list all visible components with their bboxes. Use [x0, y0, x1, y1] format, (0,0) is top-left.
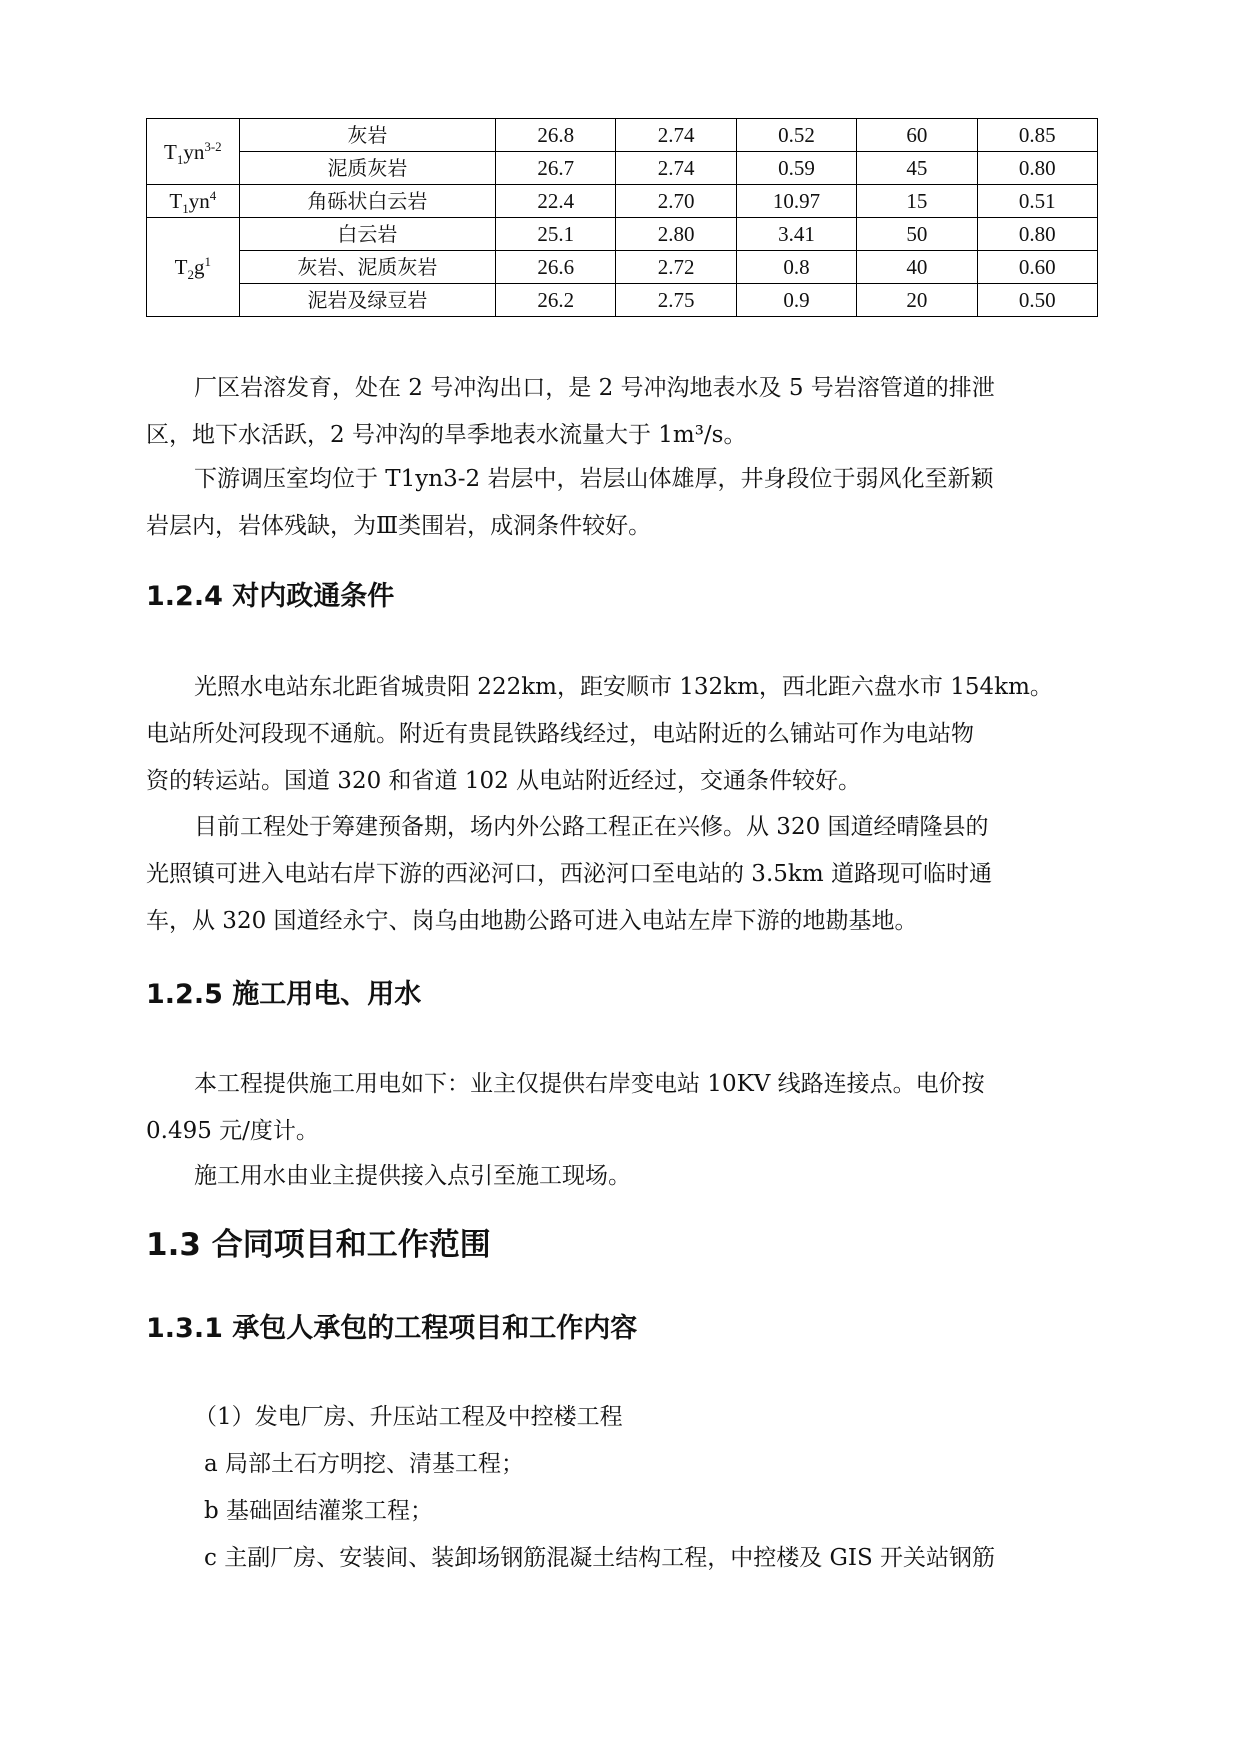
table-row — [147, 119, 1098, 152]
road-paragraph — [146, 804, 1111, 945]
table-cell: 3.41 — [736, 218, 856, 251]
table-cell: 0.85 — [977, 119, 1097, 152]
table-cell: 0.50 — [977, 284, 1097, 317]
stratum-code-cell: $T_2g^1$ — [147, 218, 240, 317]
location-paragraph — [146, 664, 1111, 805]
paragraph-line: 施工用水由业主提供接入点引至施工现场。 — [194, 1163, 631, 1189]
table-cell: 15 — [857, 185, 977, 218]
paragraph-line: 目前工程处于筹建预备期，场内外公路工程正在兴修。从 320 国道经晴隆县的 — [194, 814, 989, 840]
paragraph-line: 电站所处河段现不通航。附近有贵昆铁路线经过，电站附近的么铺站可作为电站物 — [146, 721, 974, 747]
list-item: c 主副厂房、安装间、装卸场钢筋混凝土结构工程，中控楼及 GIS 开关站钢筋 — [204, 1545, 996, 1571]
table-cell: 26.8 — [496, 119, 616, 152]
table-cell: 0.8 — [736, 251, 856, 284]
paragraph-line: 车，从 320 国道经永宁、岗乌由地勘公路可进入电站左岸下游的地勘基地。 — [146, 908, 918, 934]
water-paragraph — [146, 1153, 1111, 1200]
table-row — [147, 251, 1098, 284]
section-heading-1-3-1: 1.3.1 承包人承包的工程项目和工作内容 — [146, 1313, 638, 1344]
table-row — [147, 218, 1098, 251]
paragraph-line: 厂区岩溶发育，处在 2 号冲沟出口，是 2 号冲沟地表水及 5 号岩溶管道的排泄 — [194, 375, 995, 401]
paragraph-line: 本工程提供施工用电如下：业主仅提供右岸变电站 10KV 线路连接点。电价按 — [194, 1071, 985, 1097]
rock-name-cell: 泥质灰岩 — [239, 152, 495, 185]
list-item: a 局部土石方明挖、清基工程； — [204, 1451, 525, 1477]
table-cell: 22.4 — [496, 185, 616, 218]
paragraph-line: 光照镇可进入电站右岸下游的西泌河口，西泌河口至电站的 3.5km 道路现可临时通 — [146, 861, 992, 887]
table-row — [147, 185, 1098, 218]
table-cell: 26.6 — [496, 251, 616, 284]
rock-name-cell: 白云岩 — [239, 218, 495, 251]
table-cell: 2.74 — [616, 152, 736, 185]
table-cell: 0.60 — [977, 251, 1097, 284]
table-cell: 10.97 — [736, 185, 856, 218]
table-cell: 0.80 — [977, 218, 1097, 251]
paragraph-line: 岩层内，岩体残缺，为Ⅲ类围岩，成洞条件较好。 — [146, 513, 652, 539]
section-heading-1-3: 1.3 合同项目和工作范围 — [146, 1227, 491, 1263]
paragraph-line: 0.495 元/度计。 — [146, 1118, 319, 1144]
paragraph-line: 资的转运站。国道 320 和省道 102 从电站附近经过，交通条件较好。 — [146, 768, 862, 794]
table-cell: 2.70 — [616, 185, 736, 218]
table-row — [147, 284, 1098, 317]
paragraph-line: 下游调压室均位于 T1yn3-2 岩层中，岩层山体雄厚，井身段位于弱风化至新颖 — [194, 466, 994, 492]
paragraph-line: 光照水电站东北距省城贵阳 222km，距安顺市 132km，西北距六盘水市 154km。 — [194, 674, 1053, 700]
table-cell: 40 — [857, 251, 977, 284]
rock-name-cell: 泥岩及绿豆岩 — [239, 284, 495, 317]
table-cell: 25.1 — [496, 218, 616, 251]
table-cell: 60 — [857, 119, 977, 152]
table-cell: 0.9 — [736, 284, 856, 317]
rock-name-cell: 灰岩、泥质灰岩 — [239, 251, 495, 284]
karst-paragraph — [146, 365, 1111, 459]
table-cell: 0.51 — [977, 185, 1097, 218]
table-cell: 26.7 — [496, 152, 616, 185]
table-cell: 50 — [857, 218, 977, 251]
stratum-code-cell: $T_1yn^4$ — [147, 185, 240, 218]
table-cell: 26.2 — [496, 284, 616, 317]
table-cell: 0.52 — [736, 119, 856, 152]
power-paragraph — [146, 1061, 1111, 1155]
table-cell: 20 — [857, 284, 977, 317]
list-item: （1）发电厂房、升压站工程及中控楼工程 — [194, 1404, 623, 1430]
rock-name-cell: 角砾状白云岩 — [239, 185, 495, 218]
table-cell: 45 — [857, 152, 977, 185]
work-item-list — [188, 1394, 1153, 1582]
table-cell: 2.74 — [616, 119, 736, 152]
rock-parameter-table — [146, 118, 1098, 317]
table-cell: 2.75 — [616, 284, 736, 317]
table-cell: 0.80 — [977, 152, 1097, 185]
stratum-code-cell: $T_1yn^{3-2}$ — [147, 119, 240, 185]
table-cell: 2.72 — [616, 251, 736, 284]
section-heading-1-2-4: 1.2.4 对内政通条件 — [146, 581, 395, 612]
table-cell: 0.59 — [736, 152, 856, 185]
paragraph-line: 区，地下水活跃，2 号冲沟的旱季地表水流量大于 1m³/s。 — [146, 422, 747, 448]
section-heading-1-2-5: 1.2.5 施工用电、用水 — [146, 979, 422, 1010]
rock-name-cell: 灰岩 — [239, 119, 495, 152]
table-row — [147, 152, 1098, 185]
list-item: b 基础固结灌浆工程； — [204, 1498, 434, 1524]
table-cell: 2.80 — [616, 218, 736, 251]
surge-chamber-paragraph — [146, 456, 1111, 550]
